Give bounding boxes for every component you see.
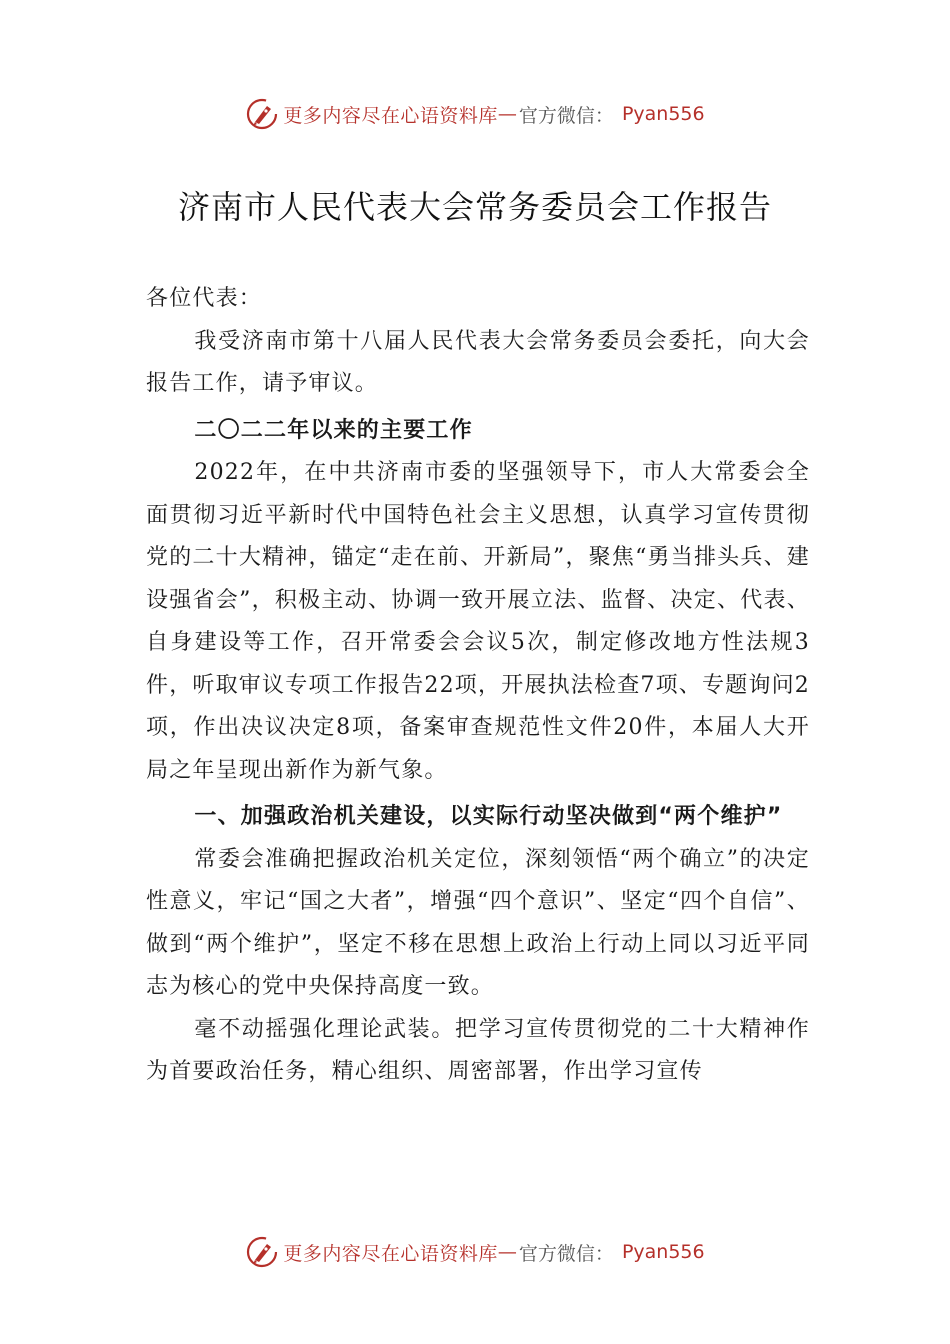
intro-paragraph: 我受济南市第十八届人民代表大会常务委员会委托，向大会报告工作，请予审议。 <box>146 328 810 396</box>
watermark-label: 官方微信： <box>518 104 614 127</box>
watermark-account: Pyan556 <box>621 1241 705 1263</box>
document-title: 济南市人民代表大会常务委员会工作报告 <box>177 188 772 226</box>
pen-nib-circle-icon <box>245 1235 279 1269</box>
salutation: 各位代表： <box>146 286 263 311</box>
watermark-account: Pyan556 <box>621 103 705 125</box>
section-one-paragraph-2: 毫不动摇强化理论武装。把学习宣传贯彻党的二十大精神作为首要政治任务，精心组织、周密部署，作出学习宣传 <box>146 1016 810 1084</box>
watermark-footer <box>0 1232 950 1272</box>
watermark-label: 官方微信： <box>518 1242 614 1265</box>
watermark-header <box>0 94 950 134</box>
section-one-paragraph-1: 常委会准确把握政治机关定位，深刻领悟“两个确立”的决定性意义，牢记“国之大者”，增强“四个意识”、坚定“四个自信”、做到“两个维护”，坚定不移在思想上政治上行动上同以习近平同志为核心的党中央保持高度一致。 <box>146 846 810 999</box>
section-heading-one: 一、加强政治机关建设，以实际行动坚决做到“两个维护” <box>194 804 783 829</box>
summary-paragraph: 2022年，在中共济南市委的坚强领导下，市人大常委会全面贯彻习近平新时代中国特色社会主义思想，认真学习宣传贯彻党的二十大精神，锚定“走在前、开新局”，聚焦“勇当排头兵、建设强省会”，积极主动、协调一致开展立法、监督、决定、代表、自身建设等工作，召开常委会会议5次，制定修改地方性法规3件，听取审议专项工作报告22项，开展执法检查7项、专题询问2项，作出决议决定8项，备案审查规范性文件20件，本届人大开局之年呈现出新作为新气象。 <box>146 460 810 783</box>
watermark-separator: — <box>497 1241 517 1263</box>
pen-nib-circle-icon <box>245 97 279 131</box>
watermark-text: 更多内容尽在心语资料库 <box>283 104 498 127</box>
watermark-separator: — <box>497 103 517 125</box>
document-body <box>146 278 810 1094</box>
watermark-text: 更多内容尽在心语资料库 <box>283 1242 498 1265</box>
section-heading-main: 二〇二二年以来的主要工作 <box>194 417 473 443</box>
